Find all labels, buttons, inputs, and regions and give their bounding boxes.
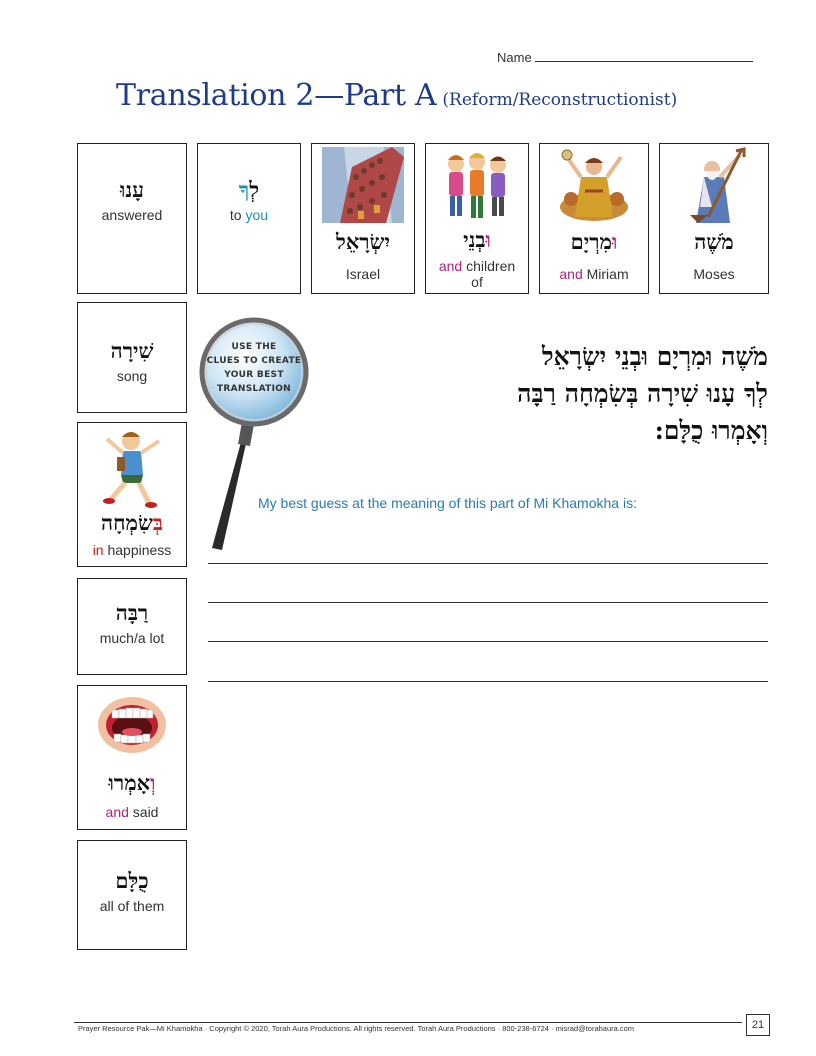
magnifier-line: YOUR BEST	[224, 370, 284, 380]
card-hebrew	[426, 228, 528, 251]
card-english: answered	[101, 207, 163, 224]
card-hebrew: יִשְׂרָאֵל	[336, 229, 390, 254]
word-card-moshe	[659, 143, 769, 294]
answer-line[interactable]	[208, 641, 768, 642]
children-group-picture	[440, 148, 514, 222]
happy-boy-jumping-picture	[97, 427, 167, 509]
translation-prompt: My best guess at the meaning of this part of Mi Khamokha is:	[258, 495, 637, 511]
hebrew-prefix: וְ	[150, 770, 156, 795]
card-hebrew	[78, 511, 186, 534]
hebrew-suffix: ךָ	[238, 177, 250, 202]
word-card-besimchah	[77, 422, 187, 567]
hebrew-base: לְ	[249, 177, 260, 202]
card-hebrew	[198, 178, 300, 201]
english-prefix: in	[92, 542, 104, 558]
hebrew-base: שִׂמְחָה	[101, 510, 153, 535]
english-suffix: you	[245, 207, 269, 224]
hebrew-base: בְנֵי	[463, 227, 486, 252]
word-card-rabah	[77, 578, 187, 675]
card-english: much/a lot	[99, 630, 165, 647]
card-english: Moses	[693, 266, 735, 282]
magnifier-line: USE THE	[231, 342, 277, 352]
english-rest: happiness	[103, 542, 172, 558]
english-prefix: and	[559, 266, 583, 282]
answer-line[interactable]	[208, 563, 768, 564]
english-prefix: and	[438, 258, 463, 274]
word-card-umiryam	[539, 143, 649, 294]
magnifying-glass-icon	[198, 312, 318, 557]
card-english: all of them	[99, 898, 165, 915]
page-title	[116, 78, 677, 113]
card-english	[78, 804, 186, 820]
card-hebrew: מֹשֶׁה	[694, 229, 734, 254]
answer-line[interactable]	[208, 602, 768, 603]
word-card-kulam	[77, 840, 187, 950]
magnifier-text	[204, 340, 304, 396]
hebrew-base: מִרְיָם	[570, 229, 612, 254]
answer-line[interactable]	[208, 681, 768, 682]
footer-rule	[74, 1022, 742, 1023]
card-english	[198, 207, 300, 223]
passage-line: מֹשֶׁה וּמִרְיָם וּבְנֵי יִשְׂרָאֵל	[541, 342, 768, 371]
passage-line: וְאָמְרוּ כֻלָּם:	[654, 416, 768, 445]
name-field[interactable]	[497, 49, 753, 65]
card-english	[540, 266, 648, 282]
title-text: Translation 2—Part A	[116, 78, 437, 113]
card-english: Israel	[345, 266, 381, 282]
card-hebrew: שִׁירָה	[110, 338, 154, 363]
word-card-lekha	[197, 143, 301, 294]
word-card-yisrael	[311, 143, 415, 294]
hebrew-prefix: בְּ	[152, 510, 163, 535]
card-hebrew	[540, 230, 648, 253]
hebrew-passage	[388, 338, 768, 449]
hebrew-base: אָמְרוּ	[108, 770, 151, 795]
name-label: Name	[497, 50, 532, 65]
card-english	[432, 258, 522, 290]
passage-line: לְךָ עָנוּ שִׁירָה בְּשִׂמְחָה רַבָּה	[517, 379, 768, 408]
word-card-anu	[77, 143, 187, 294]
card-english	[78, 542, 186, 558]
title-subtitle: (Reform/Reconstructionist)	[442, 90, 678, 110]
card-hebrew: כֻלָּם	[115, 868, 149, 893]
hebrew-prefix: וּ	[612, 229, 618, 254]
footer-credit: Prayer Resource Pak—Mi Khamokha · Copyright © 2020, Torah Aura Productions. All rights reserved. Torah Aura Productions · 800-238-6724 · misrad@torahaura.com	[78, 1024, 635, 1033]
word-card-shirah	[77, 302, 187, 413]
hebrew-prefix: וּ	[485, 227, 491, 252]
card-hebrew	[78, 771, 186, 794]
magnifier-line: TRANSLATION	[216, 384, 292, 394]
card-hebrew: רַבָּה	[115, 600, 149, 625]
word-card-uvnei	[425, 143, 529, 294]
miriam-dancing-picture	[555, 147, 633, 223]
crowd-crossing-sea-picture	[322, 147, 404, 223]
word-card-veamru	[77, 685, 187, 830]
english-rest: Miriam	[582, 266, 629, 282]
magnifier-line: CLUES TO CREATE	[206, 356, 302, 366]
open-mouth-picture	[96, 694, 168, 756]
footer	[74, 1014, 770, 1036]
card-english: song	[116, 368, 148, 385]
name-underline	[535, 49, 753, 62]
english-rest: children of	[462, 258, 516, 291]
english-rest: said	[128, 804, 159, 820]
card-hebrew: עָנוּ	[119, 177, 145, 202]
moses-with-staff-picture	[678, 147, 750, 223]
english-prefix: to	[229, 207, 246, 224]
page-number: 21	[746, 1014, 770, 1036]
english-prefix: and	[105, 804, 129, 820]
